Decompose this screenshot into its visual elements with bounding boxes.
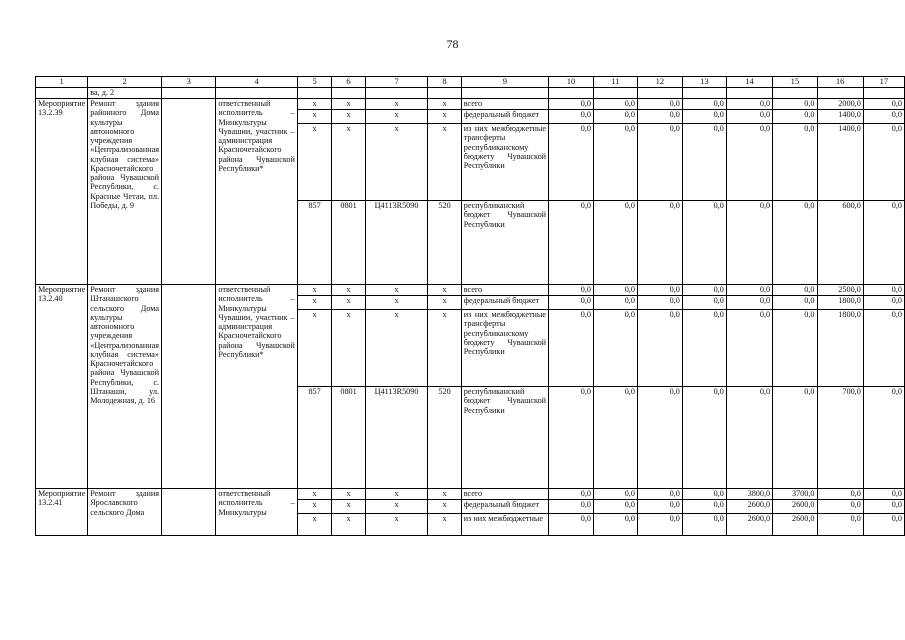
amount-col-14: 0,0 — [726, 387, 772, 489]
amount-col-10: 0,0 — [549, 514, 594, 536]
amount-col-10: 0,0 — [549, 387, 594, 489]
code-target-article: x — [365, 296, 428, 310]
code-admin: x — [297, 99, 331, 110]
code-expense-type: x — [428, 285, 461, 296]
amount-col-15: 0,0 — [773, 99, 817, 110]
code-section: 0801 — [332, 387, 366, 489]
amount-col-17: 0,0 — [863, 201, 904, 285]
column-number-3: 3 — [162, 77, 216, 88]
measure-number: Мероприятие 13.2.39 — [36, 99, 88, 285]
amount-col-10: 0,0 — [549, 201, 594, 285]
amount-col-12: 0,0 — [637, 500, 682, 514]
amount-col-14: 3800,0 — [726, 489, 772, 500]
amount-col-13: 0,0 — [682, 310, 726, 387]
amount-col-15: 0,0 — [773, 124, 817, 201]
code-section: x — [332, 489, 366, 500]
code-admin: x — [297, 285, 331, 296]
column-number-8: 8 — [428, 77, 461, 88]
column-number-1: 1 — [36, 77, 88, 88]
column-number-6: 6 — [332, 77, 366, 88]
responsible-executor: ответственный исполнитель – Минкультуры Чувашии, участник – администрация Красночетайского района Чувашской Республики* — [216, 285, 298, 489]
code-expense-type: x — [428, 514, 461, 536]
amount-col-16: 2000,0 — [817, 99, 863, 110]
code-section: x — [332, 285, 366, 296]
amount-col-14: 2600,0 — [726, 500, 772, 514]
empty-cell — [216, 88, 298, 99]
column-number-11: 11 — [593, 77, 637, 88]
amount-col-17: 0,0 — [863, 500, 904, 514]
column-number-12: 12 — [637, 77, 682, 88]
code-expense-type: x — [428, 500, 461, 514]
budget-table — [35, 76, 905, 536]
amount-col-11: 0,0 — [593, 387, 637, 489]
code-admin: x — [297, 310, 331, 387]
column-number-14: 14 — [726, 77, 772, 88]
empty-cell — [162, 489, 216, 536]
empty-cell — [428, 88, 461, 99]
column-number-16: 16 — [817, 77, 863, 88]
column-number-17: 17 — [863, 77, 904, 88]
amount-col-13: 0,0 — [682, 99, 726, 110]
funding-source: республиканский бюджет Чувашской Республики — [461, 387, 548, 489]
amount-col-12: 0,0 — [637, 110, 682, 124]
amount-col-16: 600,0 — [817, 201, 863, 285]
empty-cell — [863, 88, 904, 99]
amount-col-11: 0,0 — [593, 124, 637, 201]
code-target-article: x — [365, 489, 428, 500]
code-admin: x — [297, 124, 331, 201]
amount-col-14: 2600,0 — [726, 514, 772, 536]
column-number-2: 2 — [88, 77, 162, 88]
code-expense-type: x — [428, 489, 461, 500]
code-expense-type: x — [428, 124, 461, 201]
code-section: x — [332, 514, 366, 536]
amount-col-12: 0,0 — [637, 310, 682, 387]
table-row — [36, 99, 905, 110]
code-section: x — [332, 99, 366, 110]
amount-col-13: 0,0 — [682, 296, 726, 310]
code-admin: x — [297, 514, 331, 536]
funding-source: федеральный бюджет — [461, 500, 548, 514]
amount-col-11: 0,0 — [593, 489, 637, 500]
amount-col-17: 0,0 — [863, 285, 904, 296]
empty-cell — [726, 88, 772, 99]
amount-col-15: 2600,0 — [773, 500, 817, 514]
amount-col-14: 0,0 — [726, 310, 772, 387]
amount-col-13: 0,0 — [682, 500, 726, 514]
funding-source: всего — [461, 99, 548, 110]
amount-col-12: 0,0 — [637, 201, 682, 285]
column-number-15: 15 — [773, 77, 817, 88]
column-number-5: 5 — [297, 77, 331, 88]
amount-col-13: 0,0 — [682, 110, 726, 124]
amount-col-15: 0,0 — [773, 296, 817, 310]
code-admin: 857 — [297, 201, 331, 285]
empty-cell — [593, 88, 637, 99]
column-number-13: 13 — [682, 77, 726, 88]
amount-col-10: 0,0 — [549, 310, 594, 387]
code-expense-type: x — [428, 296, 461, 310]
code-expense-type: x — [428, 99, 461, 110]
code-expense-type: x — [428, 310, 461, 387]
funding-source: федеральный бюджет — [461, 296, 548, 310]
amount-col-15: 2600,0 — [773, 514, 817, 536]
amount-col-11: 0,0 — [593, 296, 637, 310]
amount-col-16: 1800,0 — [817, 296, 863, 310]
code-admin: 857 — [297, 387, 331, 489]
amount-col-12: 0,0 — [637, 296, 682, 310]
responsible-executor: ответственный исполнитель – Минкультуры — [216, 489, 298, 536]
amount-col-12: 0,0 — [637, 514, 682, 536]
empty-cell — [637, 88, 682, 99]
code-target-article: x — [365, 514, 428, 536]
amount-col-11: 0,0 — [593, 99, 637, 110]
funding-source: из них межбюджетные трансферты республиканскому бюджету Чувашской Республики — [461, 310, 548, 387]
table-row — [36, 285, 905, 296]
code-admin: x — [297, 110, 331, 124]
amount-col-14: 0,0 — [726, 201, 772, 285]
amount-col-13: 0,0 — [682, 489, 726, 500]
amount-col-14: 0,0 — [726, 285, 772, 296]
empty-cell — [332, 88, 366, 99]
amount-col-16: 700,0 — [817, 387, 863, 489]
measure-number: Мероприятие 13.2.41 — [36, 489, 88, 536]
code-admin: x — [297, 500, 331, 514]
amount-col-10: 0,0 — [549, 296, 594, 310]
empty-cell — [682, 88, 726, 99]
code-expense-type: x — [428, 110, 461, 124]
amount-col-13: 0,0 — [682, 514, 726, 536]
code-target-article: x — [365, 110, 428, 124]
amount-col-11: 0,0 — [593, 514, 637, 536]
amount-col-11: 0,0 — [593, 201, 637, 285]
code-target-article: Ц4113R5090 — [365, 387, 428, 489]
amount-col-10: 0,0 — [549, 489, 594, 500]
responsible-executor: ответственный исполнитель – Минкультуры Чувашии, участник – администрация Красночетайского района Чувашской Республики* — [216, 99, 298, 285]
amount-col-11: 0,0 — [593, 285, 637, 296]
amount-col-12: 0,0 — [637, 489, 682, 500]
code-expense-type: 520 — [428, 387, 461, 489]
empty-cell — [773, 88, 817, 99]
column-number-4: 4 — [216, 77, 298, 88]
measure-title: Ремонт здания Ярославского сельского Дома — [88, 489, 162, 536]
code-expense-type: 520 — [428, 201, 461, 285]
amount-col-14: 0,0 — [726, 296, 772, 310]
empty-cell — [461, 88, 548, 99]
code-section: x — [332, 124, 366, 201]
amount-col-12: 0,0 — [637, 285, 682, 296]
funding-source: из них межбюджетные — [461, 514, 548, 536]
amount-col-11: 0,0 — [593, 500, 637, 514]
column-number-10: 10 — [549, 77, 594, 88]
funding-source: всего — [461, 489, 548, 500]
code-section: x — [332, 110, 366, 124]
empty-cell — [297, 88, 331, 99]
empty-cell — [817, 88, 863, 99]
amount-col-16: 2500,0 — [817, 285, 863, 296]
amount-col-16: 0,0 — [817, 500, 863, 514]
amount-col-15: 3700,0 — [773, 489, 817, 500]
page-number: 78 — [446, 37, 459, 51]
amount-col-12: 0,0 — [637, 99, 682, 110]
empty-cell — [162, 285, 216, 489]
amount-col-16: 1800,0 — [817, 310, 863, 387]
measure-title: Ремонт здания районного Дома культуры автономного учреждения «Централизованная клубная система» Красночетайского района Чувашской Республики, с. Красные Четаи, пл. Победы, д. 9 — [88, 99, 162, 285]
amount-col-17: 0,0 — [863, 310, 904, 387]
amount-col-15: 0,0 — [773, 201, 817, 285]
amount-col-15: 0,0 — [773, 110, 817, 124]
amount-col-17: 0,0 — [863, 296, 904, 310]
amount-col-15: 0,0 — [773, 285, 817, 296]
code-section: 0801 — [332, 201, 366, 285]
amount-col-11: 0,0 — [593, 110, 637, 124]
amount-col-16: 0,0 — [817, 514, 863, 536]
amount-col-17: 0,0 — [863, 124, 904, 201]
amount-col-10: 0,0 — [549, 110, 594, 124]
amount-col-17: 0,0 — [863, 99, 904, 110]
amount-col-12: 0,0 — [637, 387, 682, 489]
code-admin: x — [297, 489, 331, 500]
empty-cell — [36, 88, 88, 99]
amount-col-10: 0,0 — [549, 99, 594, 110]
code-target-article: x — [365, 124, 428, 201]
amount-col-13: 0,0 — [682, 201, 726, 285]
code-target-article: x — [365, 285, 428, 296]
amount-col-14: 0,0 — [726, 110, 772, 124]
code-target-article: x — [365, 99, 428, 110]
funding-source: из них межбюджетные трансферты республиканскому бюджету Чувашской Республики — [461, 124, 548, 201]
code-section: x — [332, 296, 366, 310]
empty-cell — [162, 99, 216, 285]
code-section: x — [332, 500, 366, 514]
empty-cell — [162, 88, 216, 99]
funding-source: республиканский бюджет Чувашской Республики — [461, 201, 548, 285]
table-row — [36, 489, 905, 500]
header-row — [36, 77, 905, 88]
empty-cell — [365, 88, 428, 99]
amount-col-11: 0,0 — [593, 310, 637, 387]
amount-col-15: 0,0 — [773, 387, 817, 489]
amount-col-16: 0,0 — [817, 489, 863, 500]
measure-title: Ремонт здания Штанашского сельского Дома культуры автономного учреждения «Централизованная клубная система» Красночетайского района Чувашской Республики, с. Штанаши, ул. Молодежная, д. 16 — [88, 285, 162, 489]
amount-col-13: 0,0 — [682, 124, 726, 201]
amount-col-14: 0,0 — [726, 124, 772, 201]
measure-number: Мероприятие 13.2.40 — [36, 285, 88, 489]
funding-source: всего — [461, 285, 548, 296]
amount-col-12: 0,0 — [637, 124, 682, 201]
column-number-7: 7 — [365, 77, 428, 88]
amount-col-10: 0,0 — [549, 124, 594, 201]
code-target-article: Ц4113R5090 — [365, 201, 428, 285]
continuation-row — [36, 88, 905, 99]
amount-col-17: 0,0 — [863, 387, 904, 489]
amount-col-17: 0,0 — [863, 110, 904, 124]
amount-col-15: 0,0 — [773, 310, 817, 387]
code-admin: x — [297, 296, 331, 310]
continuation-address: ва, д. 2 — [88, 88, 162, 99]
amount-col-17: 0,0 — [863, 489, 904, 500]
column-number-9: 9 — [461, 77, 548, 88]
empty-cell — [549, 88, 594, 99]
code-section: x — [332, 310, 366, 387]
amount-col-16: 1400,0 — [817, 110, 863, 124]
amount-col-13: 0,0 — [682, 387, 726, 489]
amount-col-10: 0,0 — [549, 500, 594, 514]
code-target-article: x — [365, 500, 428, 514]
amount-col-16: 1400,0 — [817, 124, 863, 201]
amount-col-13: 0,0 — [682, 285, 726, 296]
amount-col-10: 0,0 — [549, 285, 594, 296]
code-target-article: x — [365, 310, 428, 387]
amount-col-17: 0,0 — [863, 514, 904, 536]
funding-source: федеральный бюджет — [461, 110, 548, 124]
amount-col-14: 0,0 — [726, 99, 772, 110]
